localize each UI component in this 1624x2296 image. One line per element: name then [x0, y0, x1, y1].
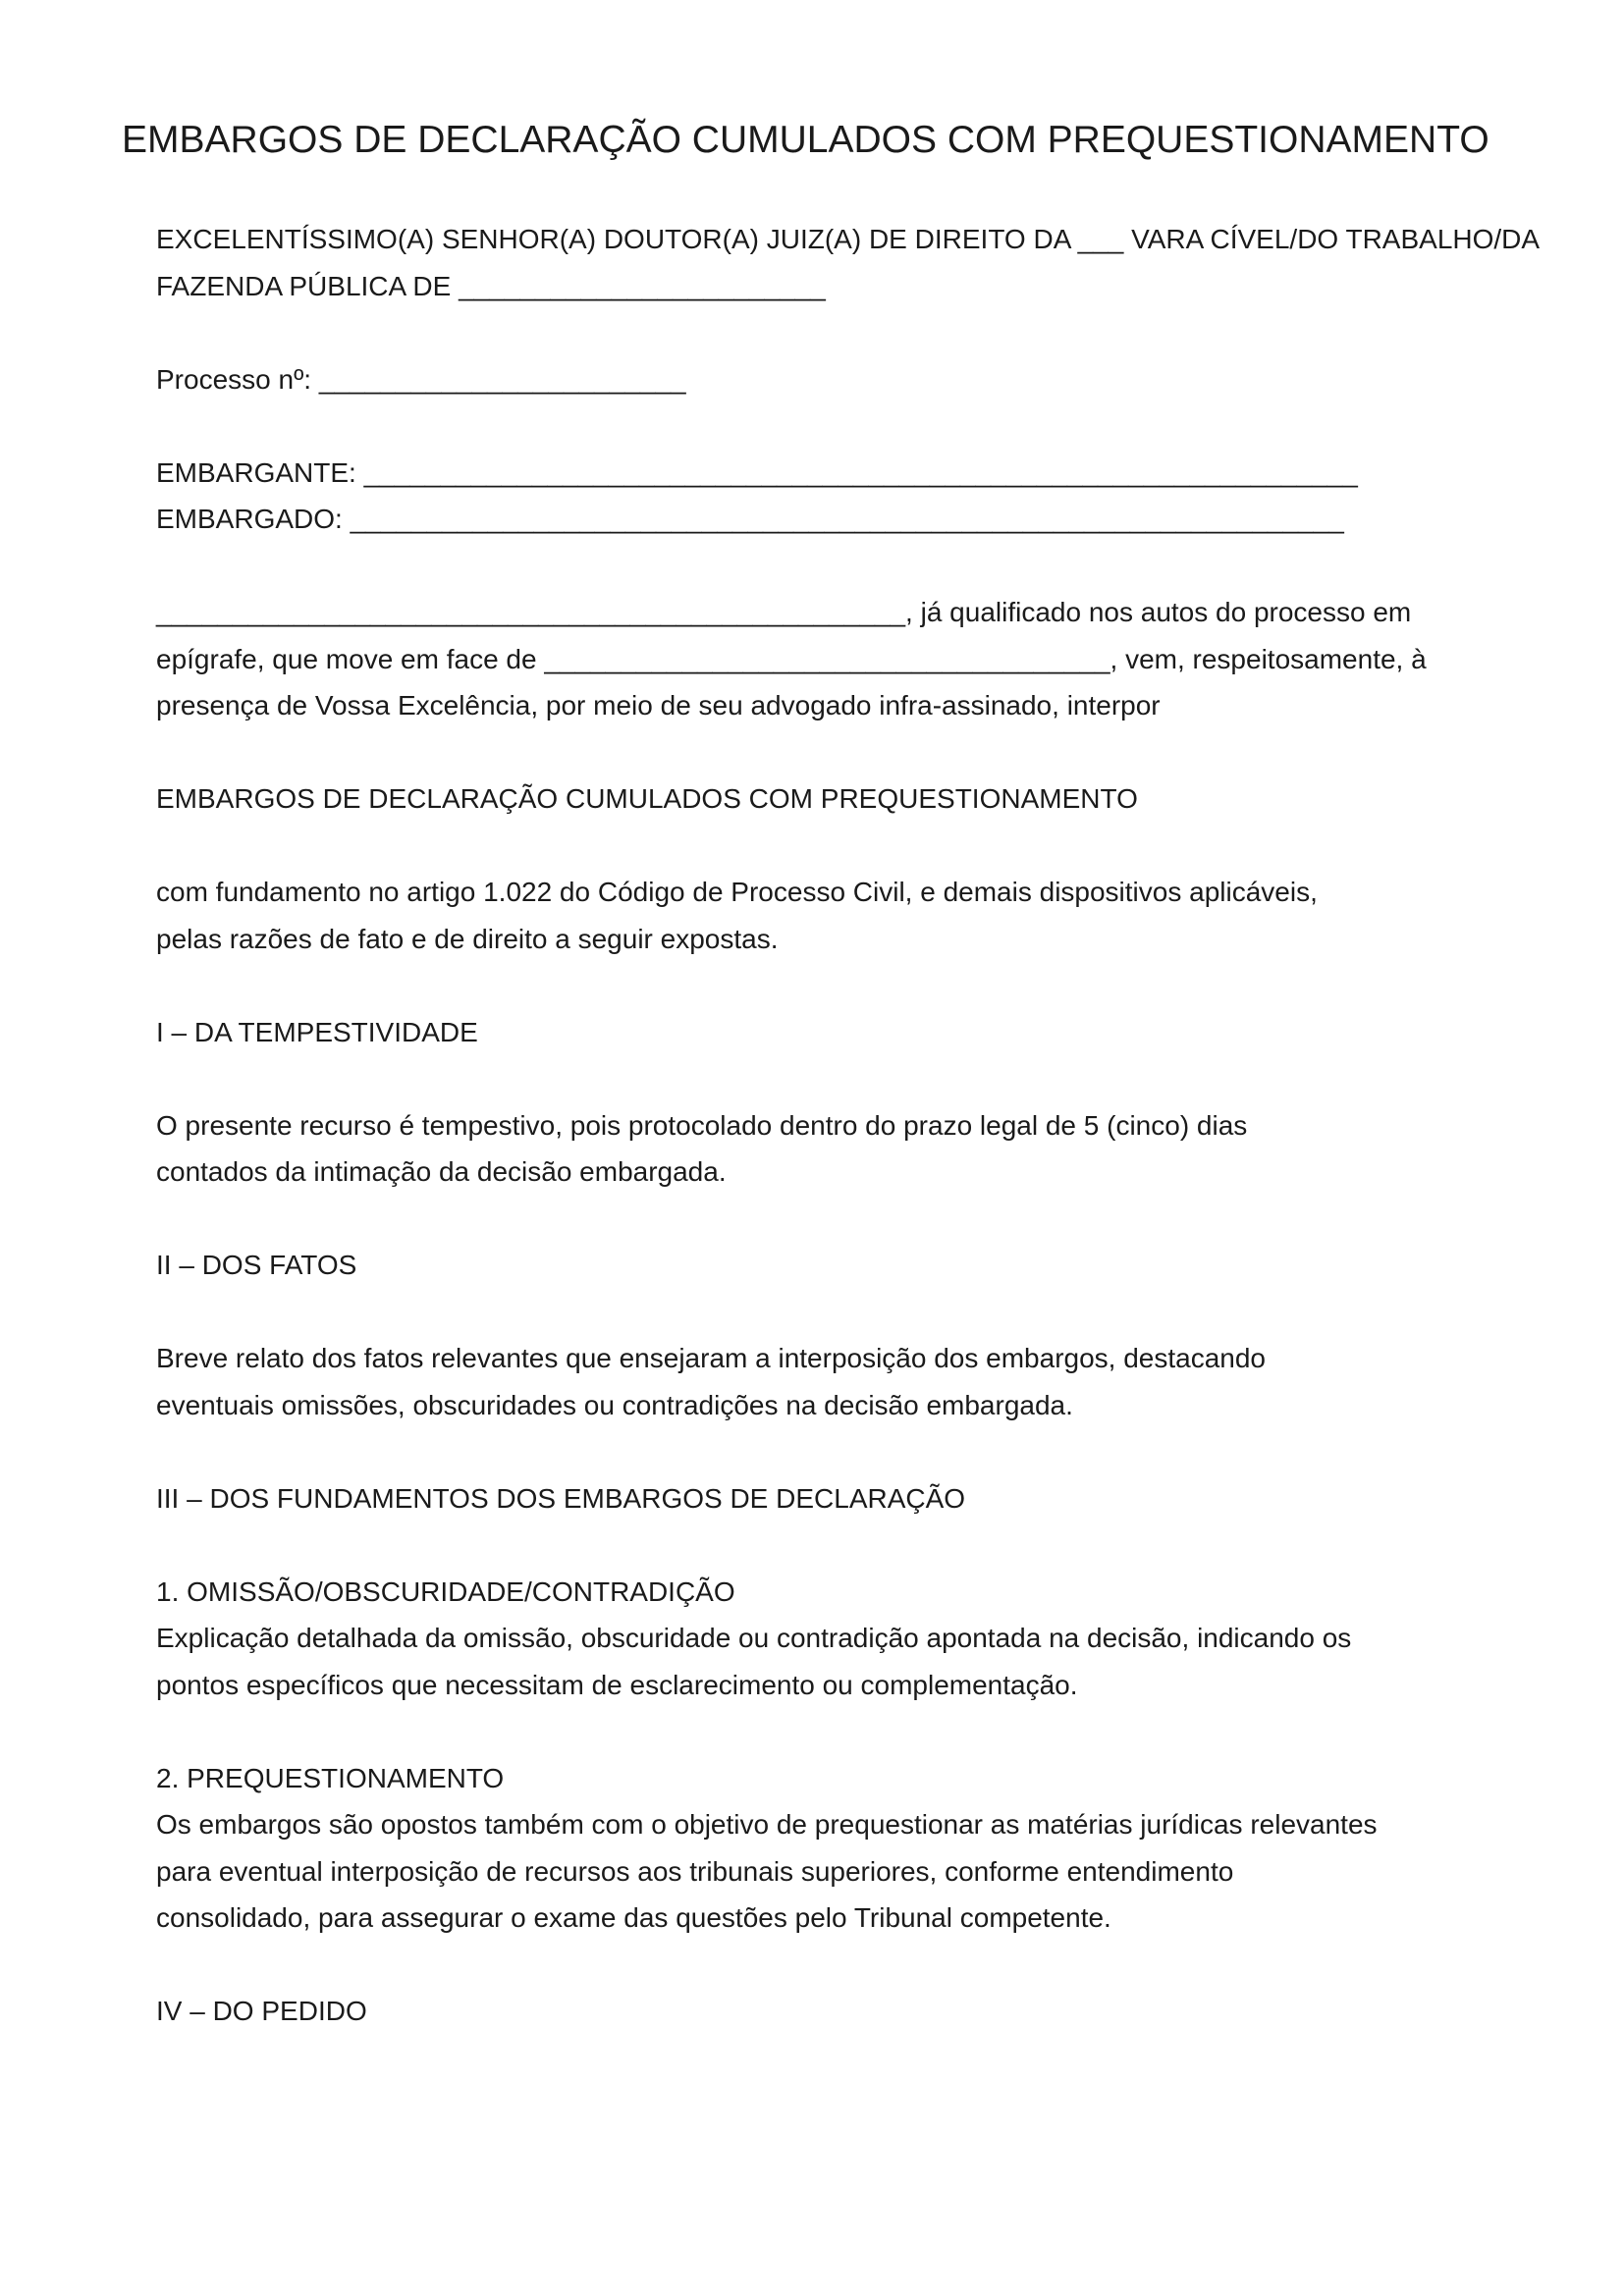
parties-paragraph [156, 450, 1570, 543]
section-heading-fundamentos [156, 1475, 1570, 1522]
section-heading: I – DA TEMPESTIVIDADE [156, 1016, 478, 1047]
paragraph-line: para eventual interposição de recursos aos tribunais superiores, conforme entendimento [156, 1855, 1234, 1887]
paragraph-line: pontos específicos que necessitam de esclarecimento ou complementação. [156, 1669, 1078, 1700]
intro-line: epígrafe, que move em face de _____________________________________, vem, respeitosamente, à [156, 643, 1427, 674]
subsection-heading: 1. OMISSÃO/OBSCURIDADE/CONTRADIÇÃO [156, 1575, 735, 1607]
paragraph-line: Os embargos são opostos também com o objetivo de prequestionar as matérias jurídicas relevantes [156, 1809, 1378, 1840]
omissao-paragraph [156, 1569, 1570, 1709]
intro-paragraph [156, 589, 1570, 729]
fatos-paragraph [156, 1335, 1570, 1428]
document-title: EMBARGOS DE DECLARAÇÃO CUMULADOS COM PREQUESTIONAMENTO [122, 119, 1489, 161]
document-body [156, 216, 1570, 2081]
subsection-heading: 2. PREQUESTIONAMENTO [156, 1762, 505, 1793]
embargante-field: EMBARGANTE: _________________________________________________________________ [156, 456, 1358, 488]
addressee-paragraph [156, 216, 1570, 309]
intro-line: _________________________________________________, já qualificado nos autos do processo em [156, 597, 1412, 627]
paragraph-line: Explicação detalhada da omissão, obscuridade ou contradição apontada na decisão, indicando os [156, 1623, 1352, 1653]
section-heading-tempestividade [156, 1009, 1570, 1056]
process-number-paragraph [156, 356, 1570, 403]
process-number-field: Processo nº: ________________________ [156, 363, 686, 395]
legal-basis-paragraph [156, 869, 1570, 962]
section-heading: III – DOS FUNDAMENTOS DOS EMBARGOS DE DECLARAÇÃO [156, 1482, 966, 1514]
intro-line: presença de Vossa Excelência, por meio de seu advogado infra-assinado, interpor [156, 690, 1161, 721]
legal-basis-line: com fundamento no artigo 1.022 do Código de Processo Civil, e demais dispositivos aplicáveis, [156, 877, 1318, 907]
addressee-line: EXCELENTÍSSIMO(A) SENHOR(A) DOUTOR(A) JUIZ(A) DE DIREITO DA ___ VARA CÍVEL/DO TRABALHO/DA [156, 224, 1541, 254]
embargado-field: EMBARGADO: _________________________________________________________________ [156, 504, 1344, 534]
section-heading-fatos [156, 1242, 1570, 1289]
paragraph-line: contados da intimação da decisão embargada. [156, 1156, 727, 1187]
motion-name-paragraph [156, 775, 1570, 823]
section-heading: IV – DO PEDIDO [156, 1996, 367, 2026]
addressee-line: FAZENDA PÚBLICA DE ________________________ [156, 270, 826, 301]
paragraph-line: eventuais omissões, obscuridades ou contradições na decisão embargada. [156, 1389, 1073, 1420]
paragraph-line: O presente recurso é tempestivo, pois protocolado dentro do prazo legal de 5 (cinco) dias [156, 1109, 1248, 1141]
section-heading: II – DOS FATOS [156, 1250, 357, 1280]
paragraph-line: consolidado, para assegurar o exame das questões pelo Tribunal competente. [156, 1902, 1111, 1933]
paragraph-line: Breve relato dos fatos relevantes que ensejaram a interposição dos embargos, destacando [156, 1343, 1267, 1373]
motion-name: EMBARGOS DE DECLARAÇÃO CUMULADOS COM PREQUESTIONAMENTO [156, 783, 1138, 814]
tempestividade-paragraph [156, 1102, 1570, 1196]
legal-basis-line: pelas razões de fato e de direito a seguir expostas. [156, 923, 779, 954]
prequestionamento-paragraph [156, 1755, 1570, 1942]
section-heading-pedido [156, 1988, 1570, 2035]
